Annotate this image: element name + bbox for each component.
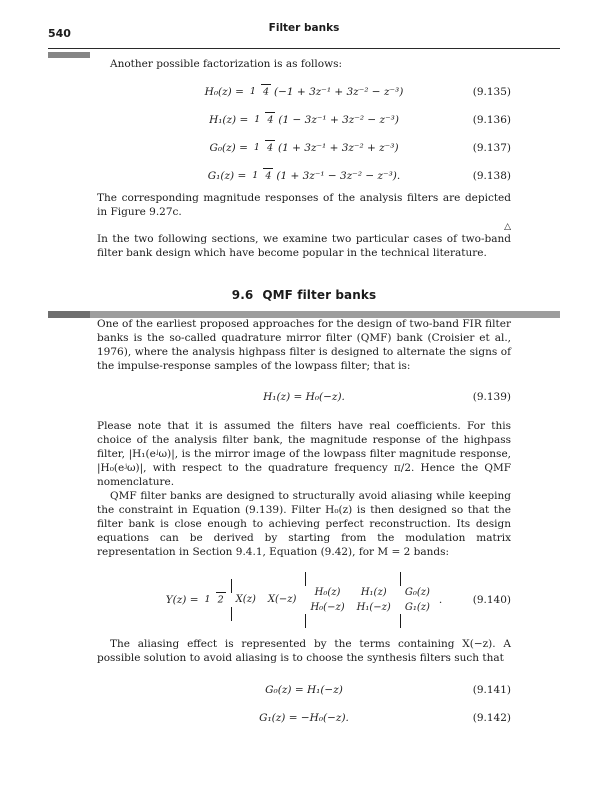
equation-expression: H₁(z) = H₀(−z). [263, 391, 345, 404]
fraction [248, 87, 271, 97]
vector-cell: G₀(z) [404, 587, 430, 598]
paragraph-lead: Another possible factorization is as follows: [110, 58, 342, 70]
equation-rhs: (1 + 3z⁻¹ − 3z⁻² − z⁻³). [276, 169, 401, 182]
row-vector [231, 580, 302, 620]
fraction-denominator: 4 [265, 140, 275, 154]
equation-body [166, 573, 443, 627]
display-equation-9-136 [97, 108, 511, 132]
equation-rhs: (1 − 3z⁻¹ + 3z⁻² − z⁻³) [278, 113, 399, 126]
fraction-numerator: 1 [249, 86, 256, 98]
equation-body [205, 86, 404, 98]
section-heading [48, 288, 560, 302]
equation-body [209, 114, 399, 126]
paragraph-structural-aliasing: QMF filter banks are designed to structurally avoid aliasing while keeping the constraint in Equation (9.139). Filter H₀(z) is then designed so that the filter bank is close enough to achieving perfect reconstruction. Its design equations can be derived by starting from the modulation matrix representation in Section 9.4.1, Equation (9.42), for M = 2 bands: [97, 490, 511, 559]
equation-number: (9.136) [472, 113, 511, 126]
equation-number: (9.135) [472, 85, 511, 98]
display-equation-9-142 [97, 706, 511, 730]
fraction [252, 143, 275, 153]
display-equation-9-138 [97, 164, 511, 188]
equation-expression: G₁(z) = −H₀(−z). [259, 711, 349, 724]
equation-period: . [438, 594, 443, 606]
equation-number: (9.142) [472, 711, 511, 724]
equation-rhs: (−1 + 3z⁻¹ + 3z⁻² − z⁻³) [274, 85, 404, 98]
paragraph-aliasing-solution: The aliasing effect is represented by the terms containing X(−z). A possible solution to avoid aliasing is to choose the synthesis filters such that [97, 638, 511, 664]
equation-number: (9.139) [472, 391, 511, 404]
equation-body [208, 170, 400, 182]
fraction-numerator: 1 [204, 594, 211, 606]
display-equation-9-140 [97, 573, 511, 627]
equation-lhs: H₀(z) = [204, 85, 244, 98]
fraction-denominator: 4 [261, 84, 271, 98]
equation-expression: G₀(z) = H₁(−z) [265, 683, 343, 696]
row-vector-cells [231, 592, 302, 608]
equation-number: (9.141) [472, 683, 511, 696]
matrix-cell: H₁(z) [360, 587, 387, 598]
vector-cell: X(z) [235, 594, 256, 606]
paragraph-figure-ref: The corresponding magnitude responses of the analysis filters are depicted in Figure 9.27c. [97, 191, 511, 218]
equation-body [209, 142, 398, 154]
equation-number: (9.138) [472, 169, 511, 182]
column-vector-cells [400, 585, 435, 615]
paragraph-real-coefficients: Please note that it is assumed the filters have real coefficients. For this choice of the analysis filter bank, the magnitude response of the highpass filter, |H₁(eʲω)|, is the mirror image of the lowpass filter magnitude response, |H₀(eʲω)|, with respect to the quadrature frequency π/2. Hence the QMF nomenclature. [97, 420, 511, 489]
section-title: QMF filter banks [262, 287, 377, 302]
text-block [97, 58, 511, 261]
left-bracket [305, 572, 306, 586]
right-bracket [231, 607, 232, 621]
equation-number: (9.137) [472, 141, 511, 154]
left-bracket [231, 579, 232, 593]
equation-group-synthesis [97, 678, 511, 730]
fraction-numerator: 1 [253, 142, 260, 154]
equation-body [265, 684, 343, 696]
display-equation-9-141 [97, 678, 511, 702]
modulation-matrix [305, 573, 395, 627]
running-head: Filter banks [268, 22, 340, 34]
fraction-denominator: 4 [263, 168, 273, 182]
display-equation-9-137 [97, 136, 511, 160]
text-block-2 [97, 318, 511, 730]
fraction-denominator: 4 [265, 112, 275, 126]
equation-group-factorization [97, 80, 511, 188]
equation-body [263, 391, 345, 403]
paragraph-sections-intro: In the two following sections, we examine two particular cases of two-band filter bank design which have become popular in the technical literature. [97, 232, 511, 259]
vector-cell: X(−z) [267, 594, 297, 606]
equation-number: (9.140) [472, 594, 511, 606]
fraction [252, 115, 275, 125]
right-bracket [400, 614, 401, 628]
matrix-cell: H₁(−z) [356, 601, 391, 613]
matrix-cell: H₀(−z) [310, 601, 345, 613]
column-vector [400, 573, 435, 627]
page-number: 540 [48, 27, 71, 40]
equation-lhs: Y(z) = [165, 594, 199, 606]
left-bracket [400, 572, 401, 586]
vector-cell: G₁(z) [404, 601, 430, 613]
matrix-cells [305, 585, 395, 615]
equation-body [259, 712, 349, 724]
header-accent-bar [48, 52, 90, 58]
section-divider-bar [48, 311, 560, 318]
fraction [203, 595, 226, 605]
right-bracket [305, 614, 306, 628]
equation-rhs: (1 + 3z⁻¹ + 3z⁻² + z⁻³) [278, 141, 399, 154]
paragraph-qmf-intro: One of the earliest proposed approaches for the design of two-band FIR filter banks is the so-called quadrature mirror filter (QMF) bank (Croisier et al., 1976), where the analysis highpass filter is designed to alternate the signs of the impulse-response samples of the lowpass filter; that is: [97, 317, 511, 372]
equation-lhs: G₁(z) = [207, 169, 247, 182]
equation-lhs: G₀(z) = [209, 141, 248, 154]
display-equation-9-135 [97, 80, 511, 104]
equation-lhs: H₁(z) = [209, 113, 249, 126]
section-number: 9.6 [231, 287, 254, 302]
example-end-triangle-icon: △ [504, 221, 511, 232]
fraction-numerator: 1 [254, 114, 261, 126]
matrix-cell: H₀(z) [314, 587, 341, 598]
fraction-denominator: 2 [216, 592, 226, 606]
fraction [250, 171, 273, 181]
page-header [48, 22, 560, 49]
fraction-numerator: 1 [252, 170, 259, 182]
display-equation-9-139 [97, 385, 511, 409]
